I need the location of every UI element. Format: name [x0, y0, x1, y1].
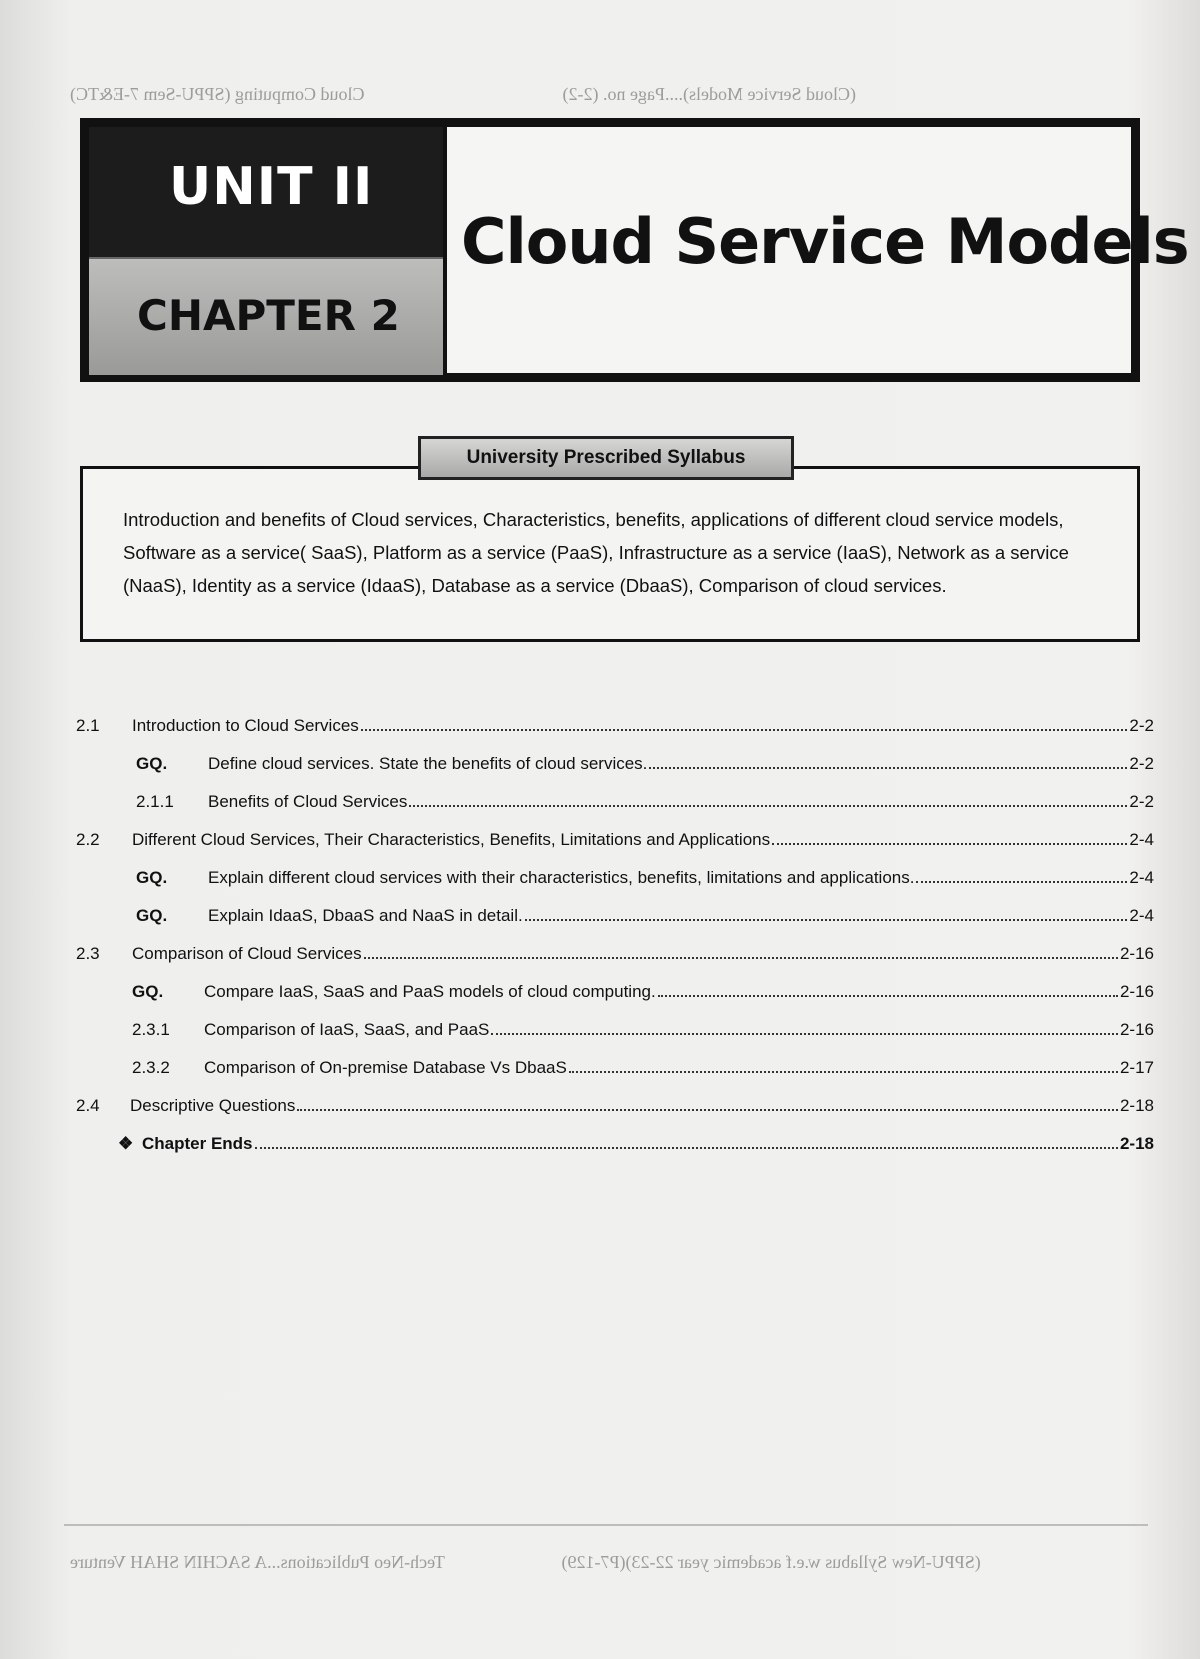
toc-leader	[409, 805, 1127, 807]
toc-leader	[361, 729, 1128, 731]
toc-leader	[525, 919, 1128, 921]
toc-title: Explain different cloud services with their characteristics, benefits, limitations and applications.	[208, 868, 915, 887]
toc-title: Explain IdaaS, DbaaS and NaaS in detail.	[208, 906, 523, 925]
toc-row[interactable]	[76, 896, 1154, 926]
toc-title: Chapter Ends	[142, 1134, 253, 1153]
toc-number: 2.4	[76, 1096, 100, 1115]
toc-leader	[658, 995, 1118, 997]
toc-leader	[255, 1147, 1118, 1149]
toc-page: 2-18	[1119, 1134, 1154, 1153]
syllabus-box	[80, 466, 1140, 642]
toc-title: Descriptive Questions	[130, 1096, 296, 1115]
toc-row[interactable]	[76, 1048, 1154, 1078]
toc-leader	[569, 1071, 1118, 1073]
toc-title: Different Cloud Services, Their Characteristics, Benefits, Limitations and Applications	[132, 830, 771, 849]
toc-page: 2-2	[1129, 754, 1154, 773]
toc-page: 2-4	[1129, 868, 1154, 887]
toc-row[interactable]	[76, 706, 1154, 736]
toc-row[interactable]	[76, 972, 1154, 1002]
toc-title: Benefits of Cloud Services	[208, 792, 408, 811]
toc-number: GQ.	[136, 868, 168, 887]
toc-number: 2.1.1	[136, 792, 174, 811]
bleed-through-right: (Cloud Service Models)....Page no. (2-2)	[562, 84, 856, 104]
toc-page: 2-4	[1129, 830, 1154, 849]
toc-number: GQ.	[132, 982, 164, 1001]
toc-row[interactable]	[76, 1086, 1154, 1116]
toc-leader	[916, 881, 1127, 883]
toc-row[interactable]	[76, 858, 1154, 888]
bleed-through-left: Cloud Computing (SPPU-Sem 7-E&TC)	[70, 84, 365, 104]
syllabus-text: Introduction and benefits of Cloud services, Characteristics, benefits, applications of different cloud service models, Software as a service( SaaS), Platform as a service (PaaS), Infrastructure as a service (IaaS), Network as a service (NaaS), Identity as a service (IdaaS), Database as a service (DbaaS), Comparison of cloud services.	[123, 509, 1069, 596]
toc-number: GQ.	[136, 754, 168, 773]
toc-page: 2-4	[1129, 906, 1154, 925]
toc-row[interactable]	[76, 782, 1154, 812]
toc-row[interactable]	[76, 744, 1154, 774]
toc-page: 2-2	[1129, 792, 1154, 811]
toc-title: Comparison of On-premise Database Vs DbaaS	[204, 1058, 567, 1077]
toc-page: 2-16	[1119, 982, 1154, 1001]
bleed-through-header	[70, 84, 856, 105]
toc-number: 2.2	[76, 830, 100, 849]
diamond-bullet-icon: ❖	[118, 1134, 134, 1153]
toc-page: 2-2	[1129, 716, 1154, 735]
chapter-title: CHAPTER 2	[137, 291, 400, 340]
toc-row[interactable]	[76, 934, 1154, 964]
bleed-through-footer	[70, 1552, 981, 1573]
toc-leader	[491, 1033, 1118, 1035]
toc-title: Comparison of IaaS, SaaS, and PaaS	[204, 1020, 490, 1039]
toc-page: 2-16	[1119, 1020, 1154, 1039]
bleed-through-footer-right: Tech-Neo Publications...A SACHIN SHAH Venture	[70, 1552, 445, 1572]
toc-title: Define cloud services. State the benefits of cloud services.	[208, 754, 648, 773]
header-divider	[443, 127, 447, 373]
toc-page: 2-16	[1119, 944, 1154, 963]
toc-leader	[297, 1109, 1118, 1111]
toc-leader	[649, 767, 1127, 769]
unit-block	[89, 127, 443, 257]
toc-page: 2-17	[1119, 1058, 1154, 1077]
toc-row[interactable]	[76, 1010, 1154, 1040]
syllabus-tab: University Prescribed Syllabus	[418, 436, 794, 480]
toc-number: 2.3	[76, 944, 100, 963]
bleed-through-footer-left: (SPPU-New Syllabus w.e.f academic year 22-23)(P7-129)	[561, 1552, 981, 1572]
toc-leader	[772, 843, 1127, 845]
footer-rule	[64, 1524, 1148, 1526]
toc-title: Compare IaaS, SaaS and PaaS models of cloud computing.	[204, 982, 656, 1001]
toc-number: 2.3.1	[132, 1020, 170, 1039]
toc-row[interactable]	[76, 1124, 1154, 1154]
toc-leader	[364, 957, 1118, 959]
chapter-block	[89, 257, 443, 375]
toc-title: Comparison of Cloud Services	[132, 944, 362, 963]
chapter-header	[80, 118, 1189, 382]
toc-number: 2.1	[76, 716, 100, 735]
unit-title: UNIT II	[169, 157, 374, 217]
chapter-name: Cloud Service Models	[461, 205, 1189, 278]
toc-page: 2-18	[1119, 1096, 1154, 1115]
toc-number: GQ.	[136, 906, 168, 925]
toc-number: 2.3.2	[132, 1058, 170, 1077]
toc-row[interactable]	[76, 820, 1154, 850]
toc-title: Introduction to Cloud Services	[132, 716, 359, 735]
